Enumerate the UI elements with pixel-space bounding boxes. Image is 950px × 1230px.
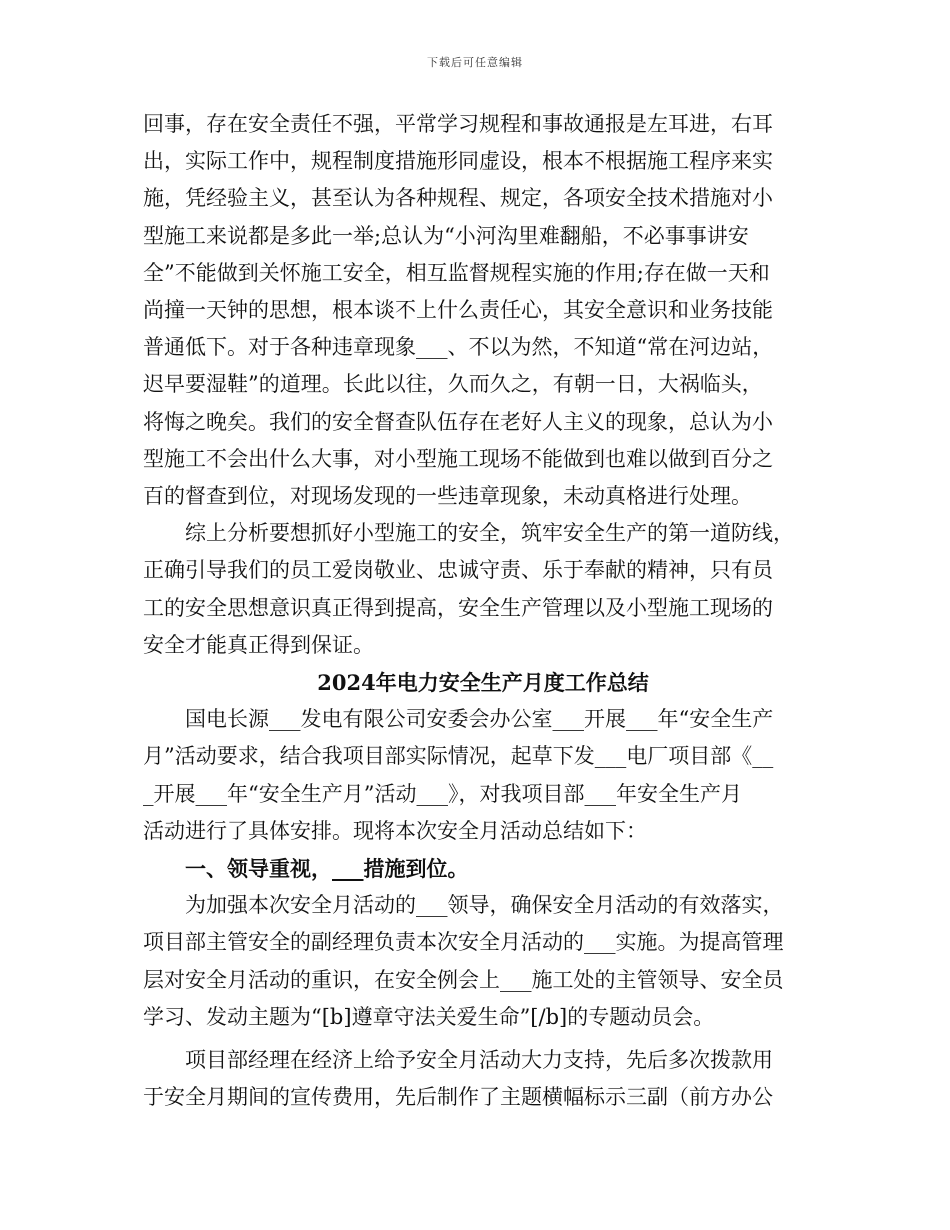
text-line: 为加强本次安全月活动的___领导，确保安全月活动的有效落实， xyxy=(185,893,784,918)
text-line: 国电长源___发电有限公司安委会办公室___开展___年“安全生产 xyxy=(185,707,774,732)
text-line: _开展___年“安全生产月”活动___》，对我项目部___年安全生产月 xyxy=(143,781,742,806)
text-line: 综上分析要想抓好小型施工的安全，筑牢安全生产的第一道防线， xyxy=(185,521,794,546)
paragraph-3 xyxy=(143,701,823,850)
heading-1: 一、领导重视，___措施到位。 xyxy=(185,856,469,882)
text-line: 将悔之晚矣。我们的安全督查队伍存在老好人主义的现象，总认为小 xyxy=(143,409,773,434)
text-line: 出，实际工作中，规程制度措施形同虚设，根本不根据施工程序来实 xyxy=(143,149,773,174)
text-line: 施，凭经验主义，甚至认为各种规程、规定，各项安全技术措施对小 xyxy=(143,186,773,211)
text-line: 全”不能做到关怀施工安全，相互监督规程实施的作用;存在做一天和 xyxy=(143,260,770,285)
text-line: 层对安全月活动的重识，在安全例会上___施工处的主管领导、安全员 xyxy=(143,967,784,992)
text-line: 活动进行了具体安排。现将本次安全月活动总结如下： xyxy=(143,818,647,843)
section-title: 2024年电力安全生产月度工作总结 xyxy=(317,670,649,696)
text-line: 于安全月期间的宣传费用，先后制作了主题横幅标示三副（前方办公 xyxy=(143,1085,773,1110)
document-body xyxy=(143,106,823,1116)
paragraph-5 xyxy=(143,1042,823,1116)
text-line: 项目部主管安全的副经理负责本次安全月活动的___实施。为提高管理 xyxy=(143,930,784,955)
text-line: 型施工不会出什么大事，对小型施工现场不能做到也难以做到百分之 xyxy=(143,446,773,471)
paragraph-1 xyxy=(143,106,823,515)
text-line: 百的督查到位，对现场发现的一些违章现象，未动真格进行处理。 xyxy=(143,484,752,509)
text-line: 回事，存在安全责任不强，平常学习规程和事故通报是左耳进，右耳 xyxy=(143,112,773,136)
text-line: 正确引导我们的员工爱岗敬业、忠诚守责、乐于奉献的精神，只有员 xyxy=(143,558,773,583)
text-line: 工的安全思想意识真正得到提高，安全生产管理以及小型施工现场的 xyxy=(143,595,773,620)
text-line: 尚撞一天钟的思想，根本谈不上什么责任心，其安全意识和业务技能 xyxy=(143,298,773,323)
text-line: 项目部经理在经济上给予安全月活动大力支持，先后多次拨款用 xyxy=(185,1048,773,1073)
text-line: 学习、发动主题为“[b]遵章守法关爱生命”[/b]的专题动员会。 xyxy=(143,1004,715,1029)
page-header: 下载后可任意编辑 xyxy=(427,56,523,69)
paragraph-2 xyxy=(143,515,823,664)
paragraph-4 xyxy=(143,887,823,1036)
text-line: 月”活动要求，结合我项目部实际情况，起草下发___电厂项目部《__ xyxy=(143,744,774,769)
text-line: 普通低下。对于各种违章现象___、不以为然，不知道“常在河边站， xyxy=(143,335,774,360)
text-line: 型施工来说都是多此一举;总认为“小河沟里难翻船，不必事事讲安 xyxy=(143,223,749,248)
text-line: 迟早要湿鞋”的道理。长此以往，久而久之，有朝一日，大祸临头， xyxy=(143,372,763,397)
text-line: 安全才能真正得到保证。 xyxy=(143,632,374,657)
